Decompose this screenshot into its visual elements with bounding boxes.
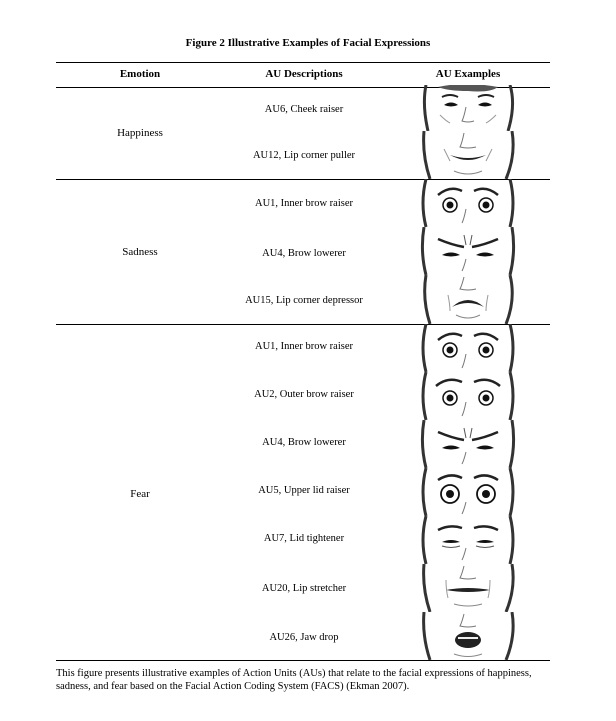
header-au-examples: AU Examples bbox=[435, 68, 501, 80]
figure-title: Figure 2 Illustrative Examples of Facial Expressions bbox=[185, 37, 431, 49]
header-au-descriptions: AU Descriptions bbox=[265, 68, 343, 80]
face-example-image bbox=[420, 564, 516, 612]
au-description: AU2, Outer brow raiser bbox=[254, 389, 354, 400]
figure-caption bbox=[56, 667, 556, 693]
au-description: AU6, Cheek raiser bbox=[264, 104, 344, 115]
face-example-image bbox=[420, 468, 516, 516]
header-emotion: Emotion bbox=[119, 68, 161, 80]
au-description: AU4, Brow lowerer bbox=[262, 437, 346, 448]
face-example-image bbox=[420, 324, 516, 372]
face-example-image bbox=[420, 372, 516, 420]
face-example-image bbox=[420, 612, 516, 660]
caption-line: sadness, and fear based on the Facial Action Coding System (FACS) (Ekman 2007). bbox=[56, 681, 410, 692]
au-description: AU1, Inner brow raiser bbox=[255, 341, 353, 352]
emotion-fear: Fear bbox=[130, 488, 150, 500]
au-description: AU7, Lid tightener bbox=[263, 533, 345, 544]
au-description: AU12, Lip corner puller bbox=[252, 150, 356, 161]
face-example-image bbox=[420, 131, 516, 179]
au-description: AU26, Jaw drop bbox=[269, 632, 339, 643]
face-example-image bbox=[420, 85, 516, 131]
face-example-image bbox=[420, 227, 516, 275]
emotion-sadness: Sadness bbox=[122, 246, 158, 258]
face-example-image bbox=[420, 275, 516, 324]
emotion-happiness: Happiness bbox=[117, 127, 163, 139]
face-example-image bbox=[420, 516, 516, 564]
caption-line: This figure presents illustrative examples of Action Units (AUs) that relate to the facial expressions of happiness, bbox=[56, 668, 532, 679]
table-bottom-rule bbox=[56, 660, 550, 661]
face-example-image bbox=[420, 179, 516, 227]
au-description: AU4, Brow lowerer bbox=[262, 248, 346, 259]
au-description: AU15, Lip corner depressor bbox=[245, 295, 363, 306]
au-description: AU20, Lip stretcher bbox=[261, 583, 347, 594]
face-example-image bbox=[420, 420, 516, 468]
table-top-rule bbox=[56, 62, 550, 63]
au-description: AU1, Inner brow raiser bbox=[255, 198, 353, 209]
au-description: AU5, Upper lid raiser bbox=[258, 485, 350, 496]
